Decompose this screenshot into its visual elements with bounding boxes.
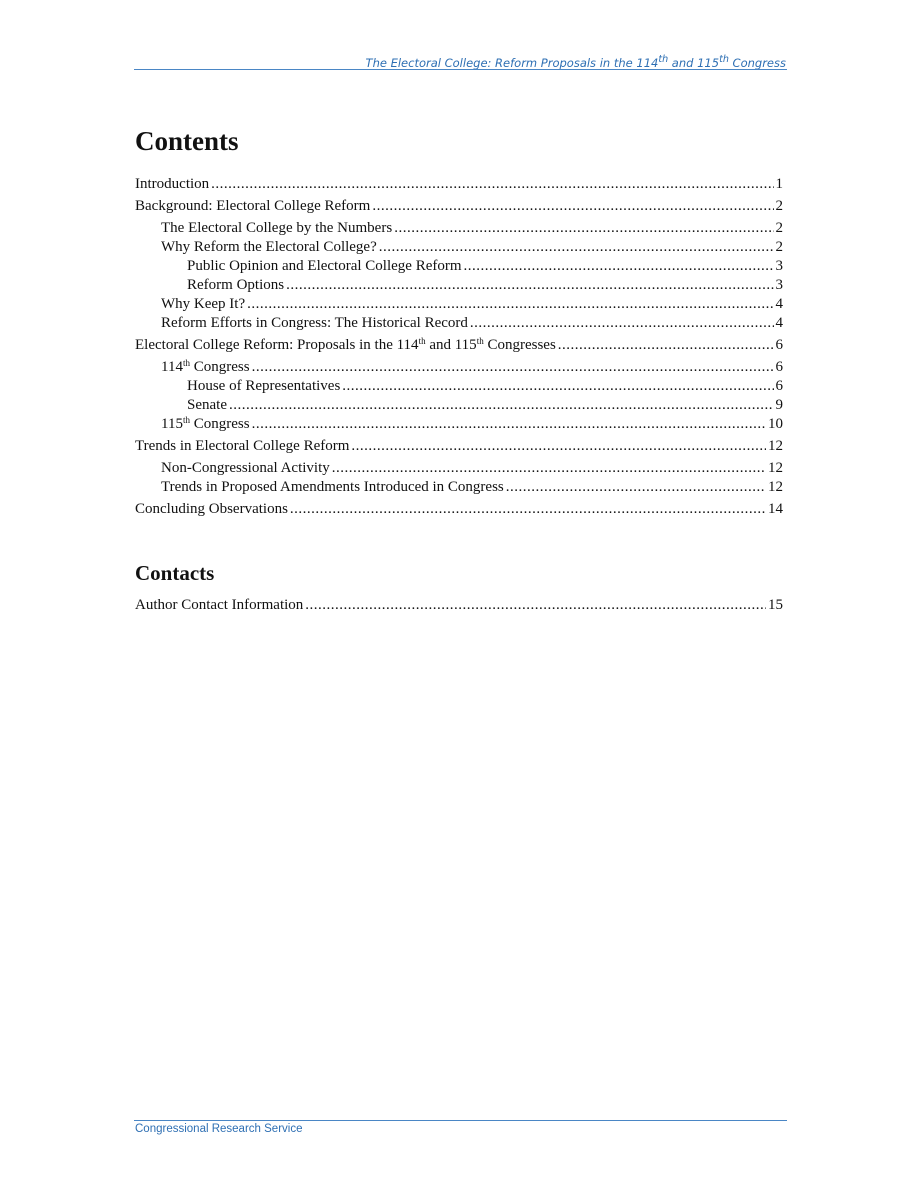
toc-entry-115th-congress[interactable] xyxy=(135,415,783,434)
toc-entry-title: House of Representatives xyxy=(187,378,341,394)
toc-entry-house[interactable] xyxy=(135,377,783,396)
dot-leader xyxy=(342,377,773,396)
toc-page-number: 1 xyxy=(775,176,783,192)
toc-page-number: 9 xyxy=(775,397,783,413)
footer-rule xyxy=(134,1120,787,1121)
toc-page-number: 15 xyxy=(768,597,783,613)
toc-entry-proposed-amendments[interactable] xyxy=(135,478,783,497)
dot-leader xyxy=(506,478,766,497)
toc-entry-title: Author Contact Information xyxy=(135,597,304,613)
toc-entry-reform-options[interactable] xyxy=(135,276,783,295)
dot-leader xyxy=(394,219,773,238)
dot-leader xyxy=(211,175,773,194)
running-header-text: The Electoral College: Reform Proposals in the 114 xyxy=(365,55,659,70)
dot-leader xyxy=(372,197,773,216)
toc-entry-senate[interactable] xyxy=(135,396,783,415)
toc-entry-author-contact[interactable] xyxy=(135,596,783,615)
toc-entry-title: Reform Efforts in Congress: The Historical Record xyxy=(161,315,468,331)
toc-entry-114th-congress[interactable] xyxy=(135,358,783,377)
toc-page-number: 6 xyxy=(775,378,783,394)
toc-page-number: 2 xyxy=(775,220,783,236)
toc-page-number: 2 xyxy=(775,198,783,214)
toc-page-number: 12 xyxy=(768,460,783,476)
toc-entry-title: Why Reform the Electoral College? xyxy=(161,239,377,255)
toc-entry-title: 114th Congress xyxy=(161,358,250,375)
toc-entry-title: Introduction xyxy=(135,176,210,192)
dot-leader xyxy=(464,257,774,276)
dot-leader xyxy=(558,336,774,355)
toc-entry-introduction[interactable] xyxy=(135,175,783,194)
toc-entry-title: The Electoral College by the Numbers xyxy=(161,220,393,236)
toc-entry-title: Non-Congressional Activity xyxy=(161,460,330,476)
toc-entry-why-reform[interactable] xyxy=(135,238,783,257)
running-header xyxy=(134,54,786,69)
toc-page-number: 10 xyxy=(768,416,783,432)
dot-leader xyxy=(290,500,766,519)
dot-leader xyxy=(286,276,773,295)
toc-page-number: 2 xyxy=(775,239,783,255)
running-header-text: and 115 xyxy=(668,55,720,70)
dot-leader xyxy=(247,295,773,314)
dot-leader xyxy=(229,396,774,415)
header-rule xyxy=(134,69,787,70)
toc-entry-background[interactable] xyxy=(135,197,783,216)
toc-page-number: 4 xyxy=(775,315,783,331)
toc-page-number: 12 xyxy=(768,479,783,495)
dot-leader xyxy=(351,437,766,456)
toc-entry-title: Senate xyxy=(187,397,227,413)
toc-entry-concluding[interactable] xyxy=(135,500,783,519)
toc-entry-historical-record[interactable] xyxy=(135,314,783,333)
running-footer: Congressional Research Service xyxy=(135,1123,303,1135)
contacts-heading: Contacts xyxy=(135,561,215,585)
toc-entry-why-keep-it[interactable] xyxy=(135,295,783,314)
toc-entry-title: Reform Options xyxy=(187,277,285,293)
toc-entry-title: Trends in Electoral College Reform xyxy=(135,438,350,454)
dot-leader xyxy=(332,459,766,478)
toc-page-number: 12 xyxy=(768,438,783,454)
table-of-contents xyxy=(135,175,783,519)
toc-entry-by-the-numbers[interactable] xyxy=(135,219,783,238)
dot-leader xyxy=(252,415,766,434)
toc-page-number: 6 xyxy=(775,359,783,375)
toc-entry-proposals[interactable] xyxy=(135,336,783,355)
dot-leader xyxy=(252,358,774,377)
toc-page-number: 6 xyxy=(775,337,783,353)
running-header-superscript: th xyxy=(719,54,729,65)
toc-entry-trends[interactable] xyxy=(135,437,783,456)
running-header-superscript: th xyxy=(658,54,669,65)
toc-page-number: 3 xyxy=(775,277,783,293)
toc-page-number: 4 xyxy=(775,296,783,312)
toc-entry-title: Public Opinion and Electoral College Reform xyxy=(187,258,462,274)
toc-entry-title: 115th Congress xyxy=(161,415,250,432)
dot-leader xyxy=(379,238,774,257)
toc-page-number: 3 xyxy=(775,258,783,274)
contents-heading: Contents xyxy=(135,126,239,156)
toc-entry-title: Background: Electoral College Reform xyxy=(135,198,371,214)
toc-entry-title: Why Keep It? xyxy=(161,296,246,312)
running-header-text: Congress xyxy=(728,55,786,70)
dot-leader xyxy=(305,596,766,615)
toc-entry-non-congressional[interactable] xyxy=(135,459,783,478)
toc-entry-title: Trends in Proposed Amendments Introduced in Congress xyxy=(161,479,504,495)
dot-leader xyxy=(470,314,774,333)
toc-page-number: 14 xyxy=(768,501,783,517)
toc-entry-title: Concluding Observations xyxy=(135,501,288,517)
toc-entry-public-opinion[interactable] xyxy=(135,257,783,276)
contacts-list xyxy=(135,596,783,615)
toc-entry-title: Electoral College Reform: Proposals in the 114th and 115th Congresses xyxy=(135,336,556,353)
